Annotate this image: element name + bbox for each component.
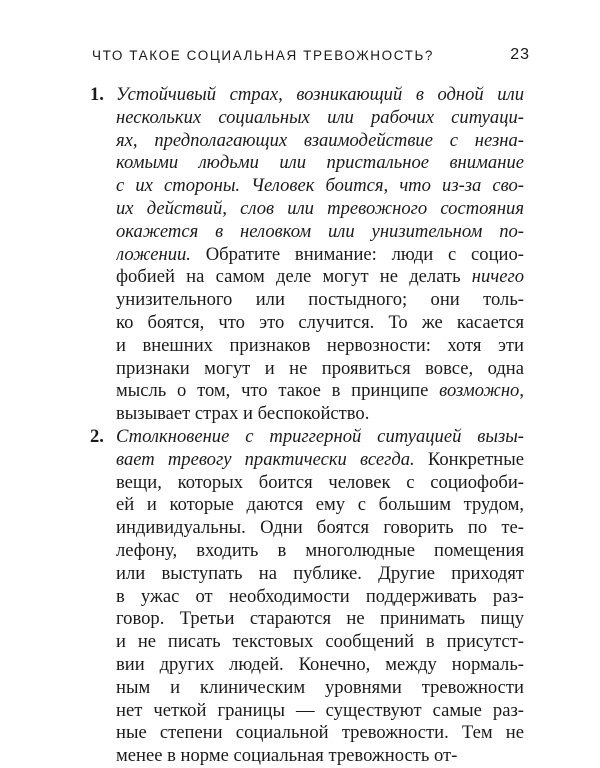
text-run: лефону, входить в многолюдные помещения xyxy=(116,539,524,561)
text-line xyxy=(116,472,524,495)
list-item xyxy=(88,84,524,426)
text-run: Обратите внимание: люди с социо- xyxy=(190,243,524,265)
text-run: признаки могут и не проявиться вовсе, одна xyxy=(116,357,524,379)
text-line xyxy=(116,426,524,449)
text-run: вещи, которых боится человек с социофоби- xyxy=(116,471,524,493)
text-line xyxy=(116,608,524,631)
text-line xyxy=(116,152,524,175)
text-line xyxy=(116,745,524,768)
text-line xyxy=(116,403,524,426)
text-run: ные степени социальной тревожности. Тем не xyxy=(116,722,524,744)
text-run: ко боятся, что это случится. То же касается xyxy=(116,311,524,333)
italic-text: возможно xyxy=(439,380,520,402)
text-line xyxy=(116,84,524,107)
text-line xyxy=(116,289,524,312)
text-run: нет четкой границы — существуют самые раз- xyxy=(116,699,524,721)
text-line xyxy=(116,449,524,472)
text-run: унизительного или постыдного; они толь- xyxy=(116,289,524,311)
list-item xyxy=(88,426,524,768)
text-line xyxy=(116,130,524,153)
text-run: ей и которые даются ему с большим трудом, xyxy=(116,494,524,516)
text-run: или выступать на публике. Другие приходят xyxy=(116,562,524,584)
text-run: вызывает страх и беспокойство. xyxy=(116,403,370,425)
italic-text: нескольких социальных или рабочих ситуаци- xyxy=(116,106,524,128)
body-text xyxy=(88,84,524,768)
text-line xyxy=(116,631,524,654)
italic-text: ничего xyxy=(471,266,524,288)
text-line xyxy=(116,380,524,403)
text-line xyxy=(116,722,524,745)
list-item-number: 1. xyxy=(90,84,104,105)
text-line xyxy=(116,700,524,723)
italic-text: вает тревогу практически всегда. xyxy=(116,448,415,470)
text-run: и внешних признаков нервозности: хотя эти xyxy=(116,334,524,356)
text-run: фобией на самом деле могут не делать xyxy=(116,266,472,288)
italic-text: ложении. xyxy=(116,243,191,265)
text-line xyxy=(116,358,524,381)
running-header xyxy=(92,46,530,68)
italic-text: ях, предполагающих взаимодействие с незна- xyxy=(116,129,524,151)
text-run: мысль о том, что такое в принципе xyxy=(116,380,440,402)
text-line xyxy=(116,175,524,198)
text-run: говор. Третьи стараются не принимать пищу xyxy=(116,608,524,630)
text-run: и не писать текстовых сообщений в присутст- xyxy=(116,631,524,653)
text-line xyxy=(116,244,524,267)
text-line xyxy=(116,517,524,540)
text-run: вии других людей. Конечно, между нормаль- xyxy=(116,653,524,675)
text-line xyxy=(116,677,524,700)
text-run: , xyxy=(519,380,524,402)
text-line xyxy=(116,335,524,358)
text-line xyxy=(116,266,524,289)
italic-text: Устойчивый страх, возникающий в одной или xyxy=(116,84,524,105)
text-line xyxy=(116,586,524,609)
text-run: в ужас от необходимости поддерживать раз- xyxy=(116,585,524,607)
text-run: индивидуальны. Одни боятся говорить по те- xyxy=(116,517,524,539)
list-item-number: 2. xyxy=(90,425,104,447)
text-run: Конкретные xyxy=(414,448,524,470)
text-line xyxy=(116,563,524,586)
italic-text: окажется в неловком или унизительном по- xyxy=(116,220,524,242)
italic-text: их действий, слов или тревожного состояния xyxy=(116,197,524,219)
text-line xyxy=(116,221,524,244)
text-line xyxy=(116,654,524,677)
italic-text: Столкновение с триггерной ситуацией вызы- xyxy=(116,425,524,447)
running-title: ЧТО ТАКОЕ СОЦИАЛЬНАЯ ТРЕВОЖНОСТЬ? xyxy=(92,48,435,63)
text-line xyxy=(116,312,524,335)
text-run: ным и клиническим уровнями тревожности xyxy=(116,676,524,698)
page-number: 23 xyxy=(510,46,530,63)
italic-text: с их стороны. Человек боится, что из-за сво- xyxy=(116,175,524,197)
text-line xyxy=(116,107,524,130)
text-line xyxy=(116,198,524,221)
text-line xyxy=(116,540,524,563)
text-run: менее в норме социальная тревожность от- xyxy=(116,745,458,767)
text-line xyxy=(116,494,524,517)
italic-text: комыми людьми или пристальное внимание xyxy=(116,152,524,174)
